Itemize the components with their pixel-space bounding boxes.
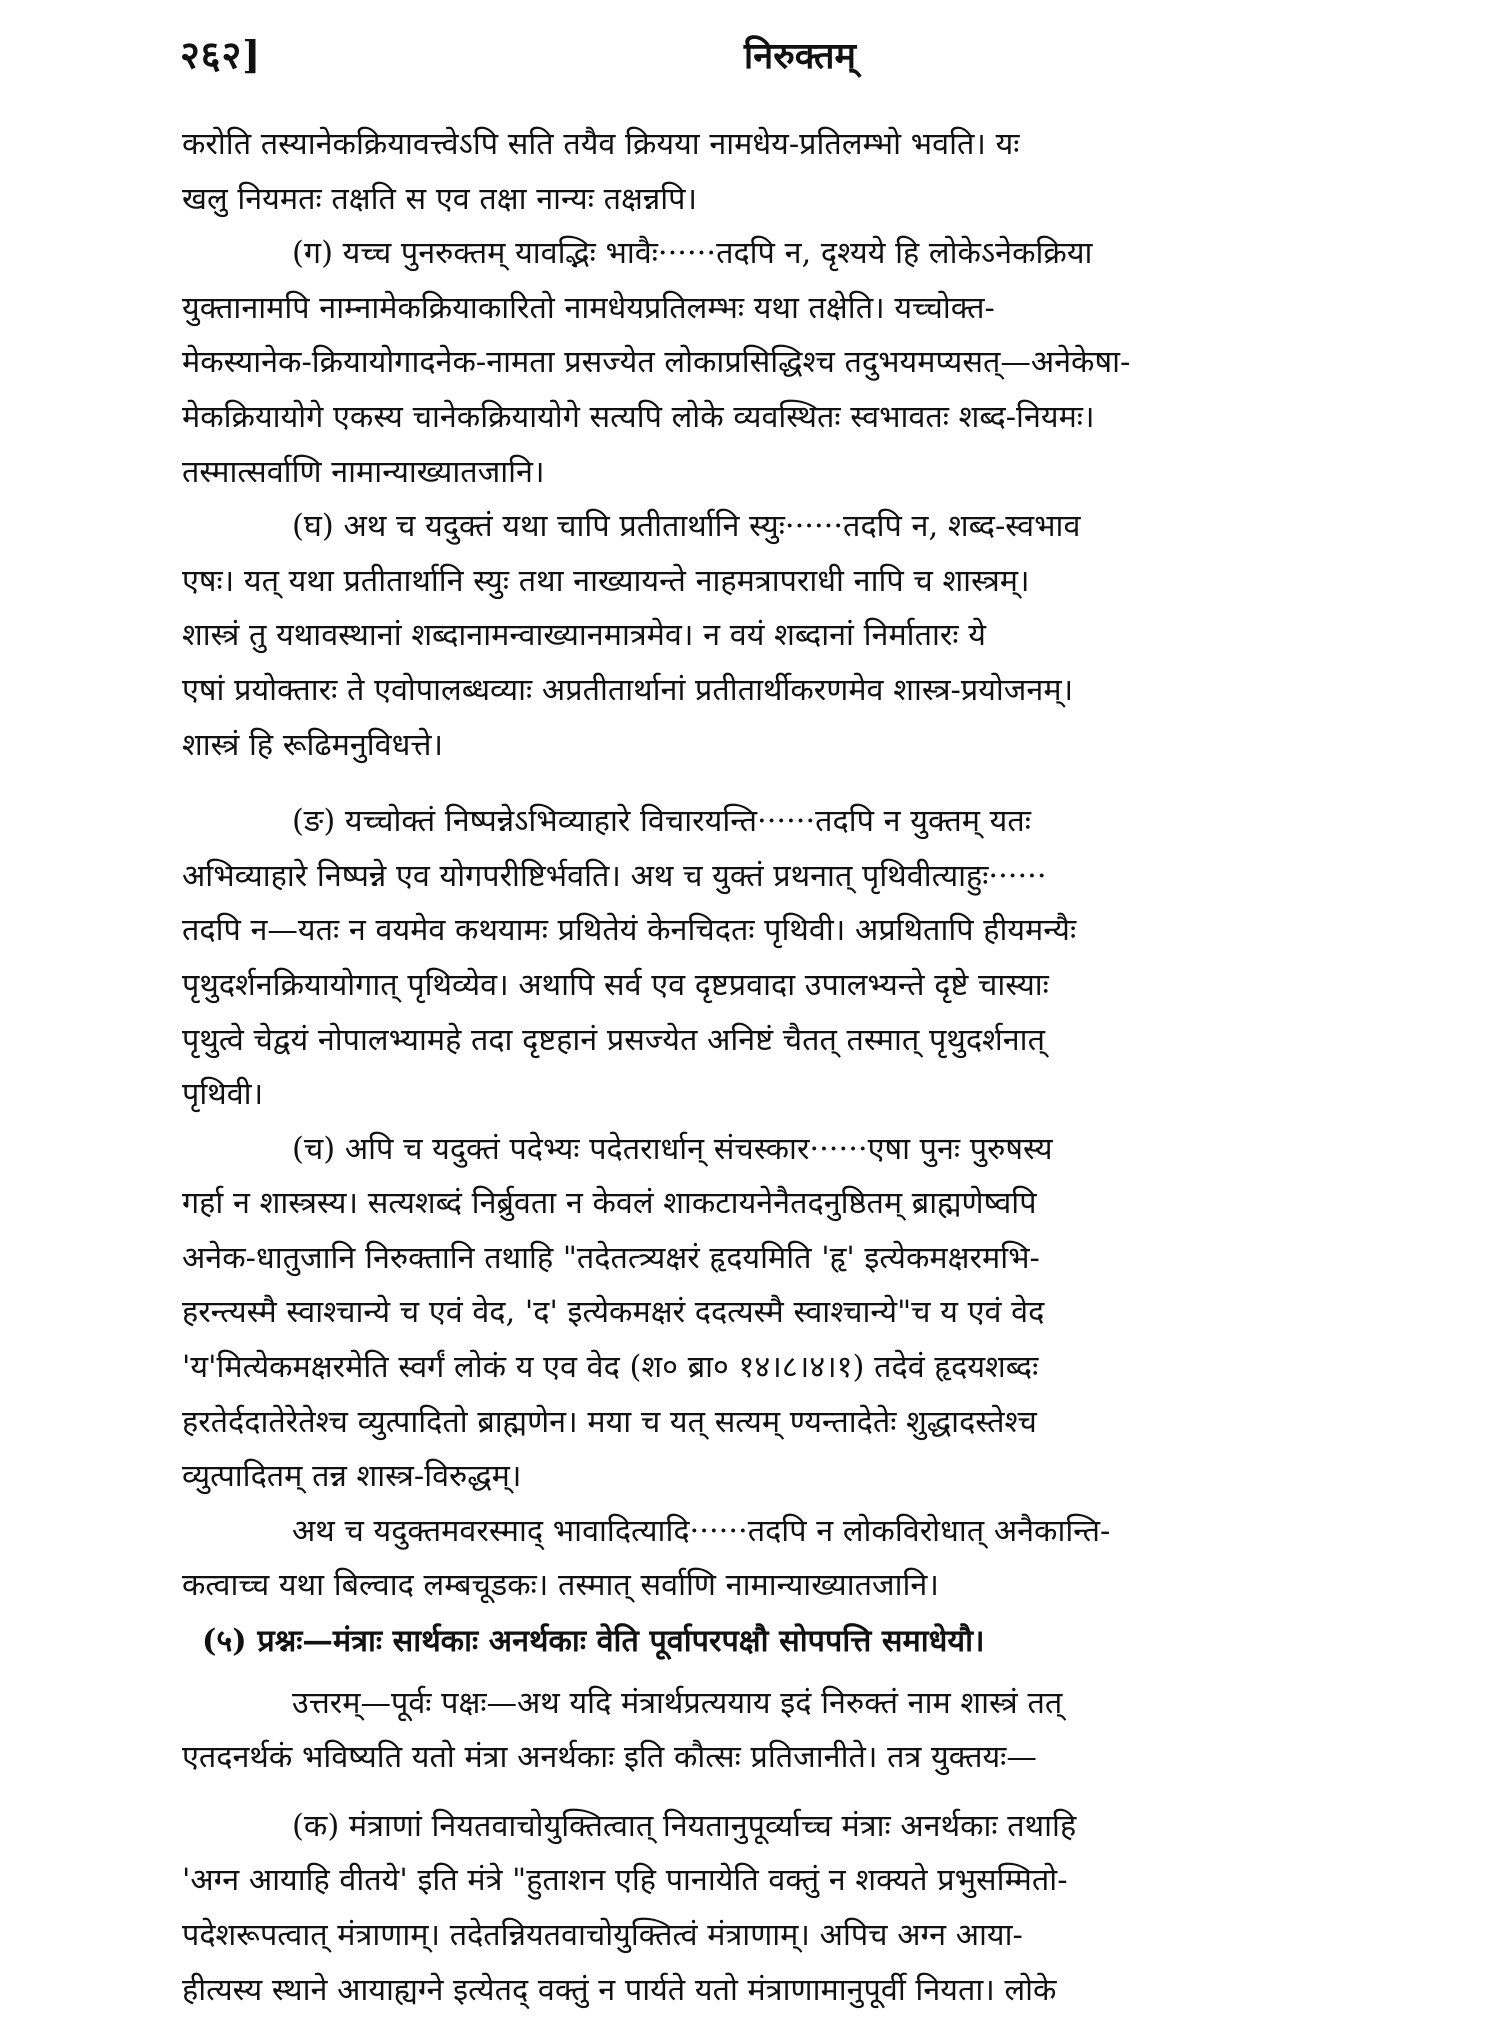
running-title: निरुक्तम् <box>743 35 857 77</box>
text-line: (ङ) यच्चोक्तं निष्पन्नेऽभिव्याहारे विचारयन्ति······तदपि न युक्तम् यतः <box>292 804 1031 840</box>
text-line: तदपि न—यतः न वयमेव कथयामः प्रथितेयं केनचिदतः पृथिवी। अप्रथितापि हीयमन्यैः <box>182 913 1077 949</box>
text-line: अनेक-धातुजानि निरुक्तानि तथाहि "तदेतत्त्र्यक्षरं हृदयमिति 'हृ' इत्येकमक्षरमभि- <box>182 1240 1040 1276</box>
text-line: (ग) यच्च पुनरुक्तम् यावद्भिः भावैः······तदपि न, दृश्यये हि लोकेऽनेकक्रिया <box>292 236 1093 272</box>
text-line: कत्वाच्च यथा बिल्वाद लम्बचूडकः। तस्मात् सर्वाणि नामान्याख्यातजानि। <box>182 1568 939 1604</box>
text-line: शास्त्रं तु यथावस्थानां शब्दानामन्वाख्यानमात्रमेव। न वयं शब्दानां निर्मातारः ये <box>182 618 986 654</box>
text-line: पृथुदर्शनक्रियायोगात् पृथिव्येव। अथापि सर्व एव दृष्टप्रवादा उपालभ्यन्ते दृष्टे चास्याः <box>182 967 1049 1003</box>
text-line: एतदनर्थकं भविष्यति यतो मंत्रा अनर्थकाः इति कौत्सः प्रतिजानीते। तत्र युक्तयः— <box>182 1740 1037 1776</box>
text-line: पृथुत्वे चेद्वयं नोपालभ्यामहे तदा दृष्टहानं प्रसज्येत अनिष्टं चैतत् तस्मात् पृथुदर्शनात् <box>182 1022 1045 1058</box>
question-heading <box>182 1614 1332 1669</box>
paragraph <box>182 500 1332 773</box>
text-line: 'अग्न आयाहि वीतये' इति मंत्रे "हुताशन एहि पानायेति वक्तुं न शक्यते प्रभुसम्मितो- <box>182 1863 1068 1899</box>
text-line: (घ) अथ च यदुक्तं यथा चापि प्रतीतार्थानि स्युः······तदपि न, शब्द-स्वभाव <box>292 509 1081 545</box>
text-line: व्युत्पादितम् तन्न शास्त्र-विरुद्धम्। <box>182 1459 522 1495</box>
text-line: एषां प्रयोक्तारः ते एवोपालब्धव्याः अप्रतीतार्थानां प्रतीतार्थीकरणमेव शास्त्र-प्रयोजनम्। <box>182 672 1074 708</box>
text-line: खलु नियमतः तक्षति स एव तक्षा नान्यः तक्षन्नपि। <box>182 181 698 217</box>
paragraph <box>182 1677 1332 1786</box>
paragraph <box>182 1123 1332 1505</box>
text-line: गर्हा न शास्त्रस्य। सत्यशब्दं निर्ब्रुवता न केवलं शाकटायनेनैतदनुष्ठितम् ब्राह्मणेष्वपि <box>182 1186 1037 1222</box>
text-line: हीत्यस्य स्थाने आयाह्यग्ने इत्येतद् वक्तुं न पार्यते यतो मंत्राणामानुपूर्वी नियता। लोके <box>182 1972 1057 2008</box>
text-line: (च) अपि च यदुक्तं पदेभ्यः पदेतरार्धान् संचस्कार······एषा पुनः पुरुषस्य <box>292 1131 1053 1167</box>
text-line: 'य'मित्येकमक्षरमेति स्वर्गं लोकं य एव वेद (श० ब्रा० १४।८।४।१) तदेवं हृदयशब्दः <box>182 1350 1039 1386</box>
text-line: पृथिवी। <box>182 1077 264 1113</box>
page-number: २६२] <box>180 32 262 77</box>
body-text <box>182 118 1332 2018</box>
text-line: करोति तस्यानेकक्रियावत्त्वेऽपि सति तयैव क्रियया नामधेय-प्रतिलम्भो भवति। यः <box>182 127 1020 162</box>
page-header <box>180 28 1340 88</box>
text-line: हरतेर्ददातेरेतेश्च व्युत्पादितो ब्राह्मणेन। मया च यत् सत्यम् ण्यन्तादेतेः शुद्धादस्तेश्च <box>182 1404 1037 1440</box>
text-line: अथ च यदुक्तमवरस्माद् भावादित्यादि······तदपि न लोकविरोधात् अनैकान्ति- <box>292 1513 1111 1549</box>
paragraph <box>182 1800 1332 2018</box>
text-line: शास्त्रं हि रूढिमनुविधत्ते। <box>182 727 444 763</box>
text-line: युक्तानामपि नाम्नामेकक्रियाकारितो नामधेयप्रतिलम्भः यथा तक्षेति। यच्चोक्त- <box>182 290 995 326</box>
paragraph-gap <box>182 1786 1332 1800</box>
text-line: एषः। यत् यथा प्रतीतार्थानि स्युः तथा नाख्यायन्ते नाहमत्रापराधी नापि च शास्त्रम्। <box>182 563 1030 599</box>
text-line: हरन्त्यस्मै स्वाश्चान्ये च एवं वेद, 'द' इत्येकमक्षरं ददत्यस्मै स्वाश्चान्ये"च य एवं वेद <box>182 1295 1045 1331</box>
question-line: (५) प्रश्नः—मंत्राः सार्थकाः अनर्थकाः वेति पूर्वापरपक्षौ सोपपत्ति समाधेयौ। <box>202 1623 985 1660</box>
text-line: (क) मंत्राणां नियतवाचोयुक्तित्वात् नियतानुपूर्व्याच्च मंत्राः अनर्थकाः तथाहि <box>292 1808 1077 1844</box>
paragraph <box>182 795 1332 1123</box>
text-line: तस्मात्सर्वाणि नामान्याख्यातजानि। <box>182 454 545 490</box>
paragraph <box>182 1505 1332 1614</box>
text-line: अभिव्याहारे निष्पन्ने एव योगपरीष्टिर्भवति। अथ च युक्तं प्रथनात् पृथिवीत्याहुः······ <box>182 858 1047 894</box>
paragraph-gap <box>182 773 1332 795</box>
paragraph-gap <box>182 1669 1332 1677</box>
text-line: मेकस्यानेक-क्रियायोगादनेक-नामता प्रसज्येत लोकाप्रसिद्धिश्च तदुभयमप्यसत्—अनेकेषा- <box>182 345 1131 381</box>
paragraph <box>182 118 1332 227</box>
paragraph <box>182 227 1332 500</box>
text-line: मेकक्रियायोगे एकस्य चानेकक्रियायोगे सत्यपि लोके व्यवस्थितः स्वभावतः शब्द-नियमः। <box>182 399 1095 435</box>
text-line: पदेशरूपत्वात् मंत्राणाम्। तदेतन्नियतवाचोयुक्तित्वं मंत्राणाम्। अपिच अग्न आया- <box>182 1918 1023 1953</box>
text-line: उत्तरम्—पूर्वः पक्षः—अथ यदि मंत्रार्थप्रत्ययाय इदं निरुक्तं नाम शास्त्रं तत् <box>292 1685 1063 1721</box>
